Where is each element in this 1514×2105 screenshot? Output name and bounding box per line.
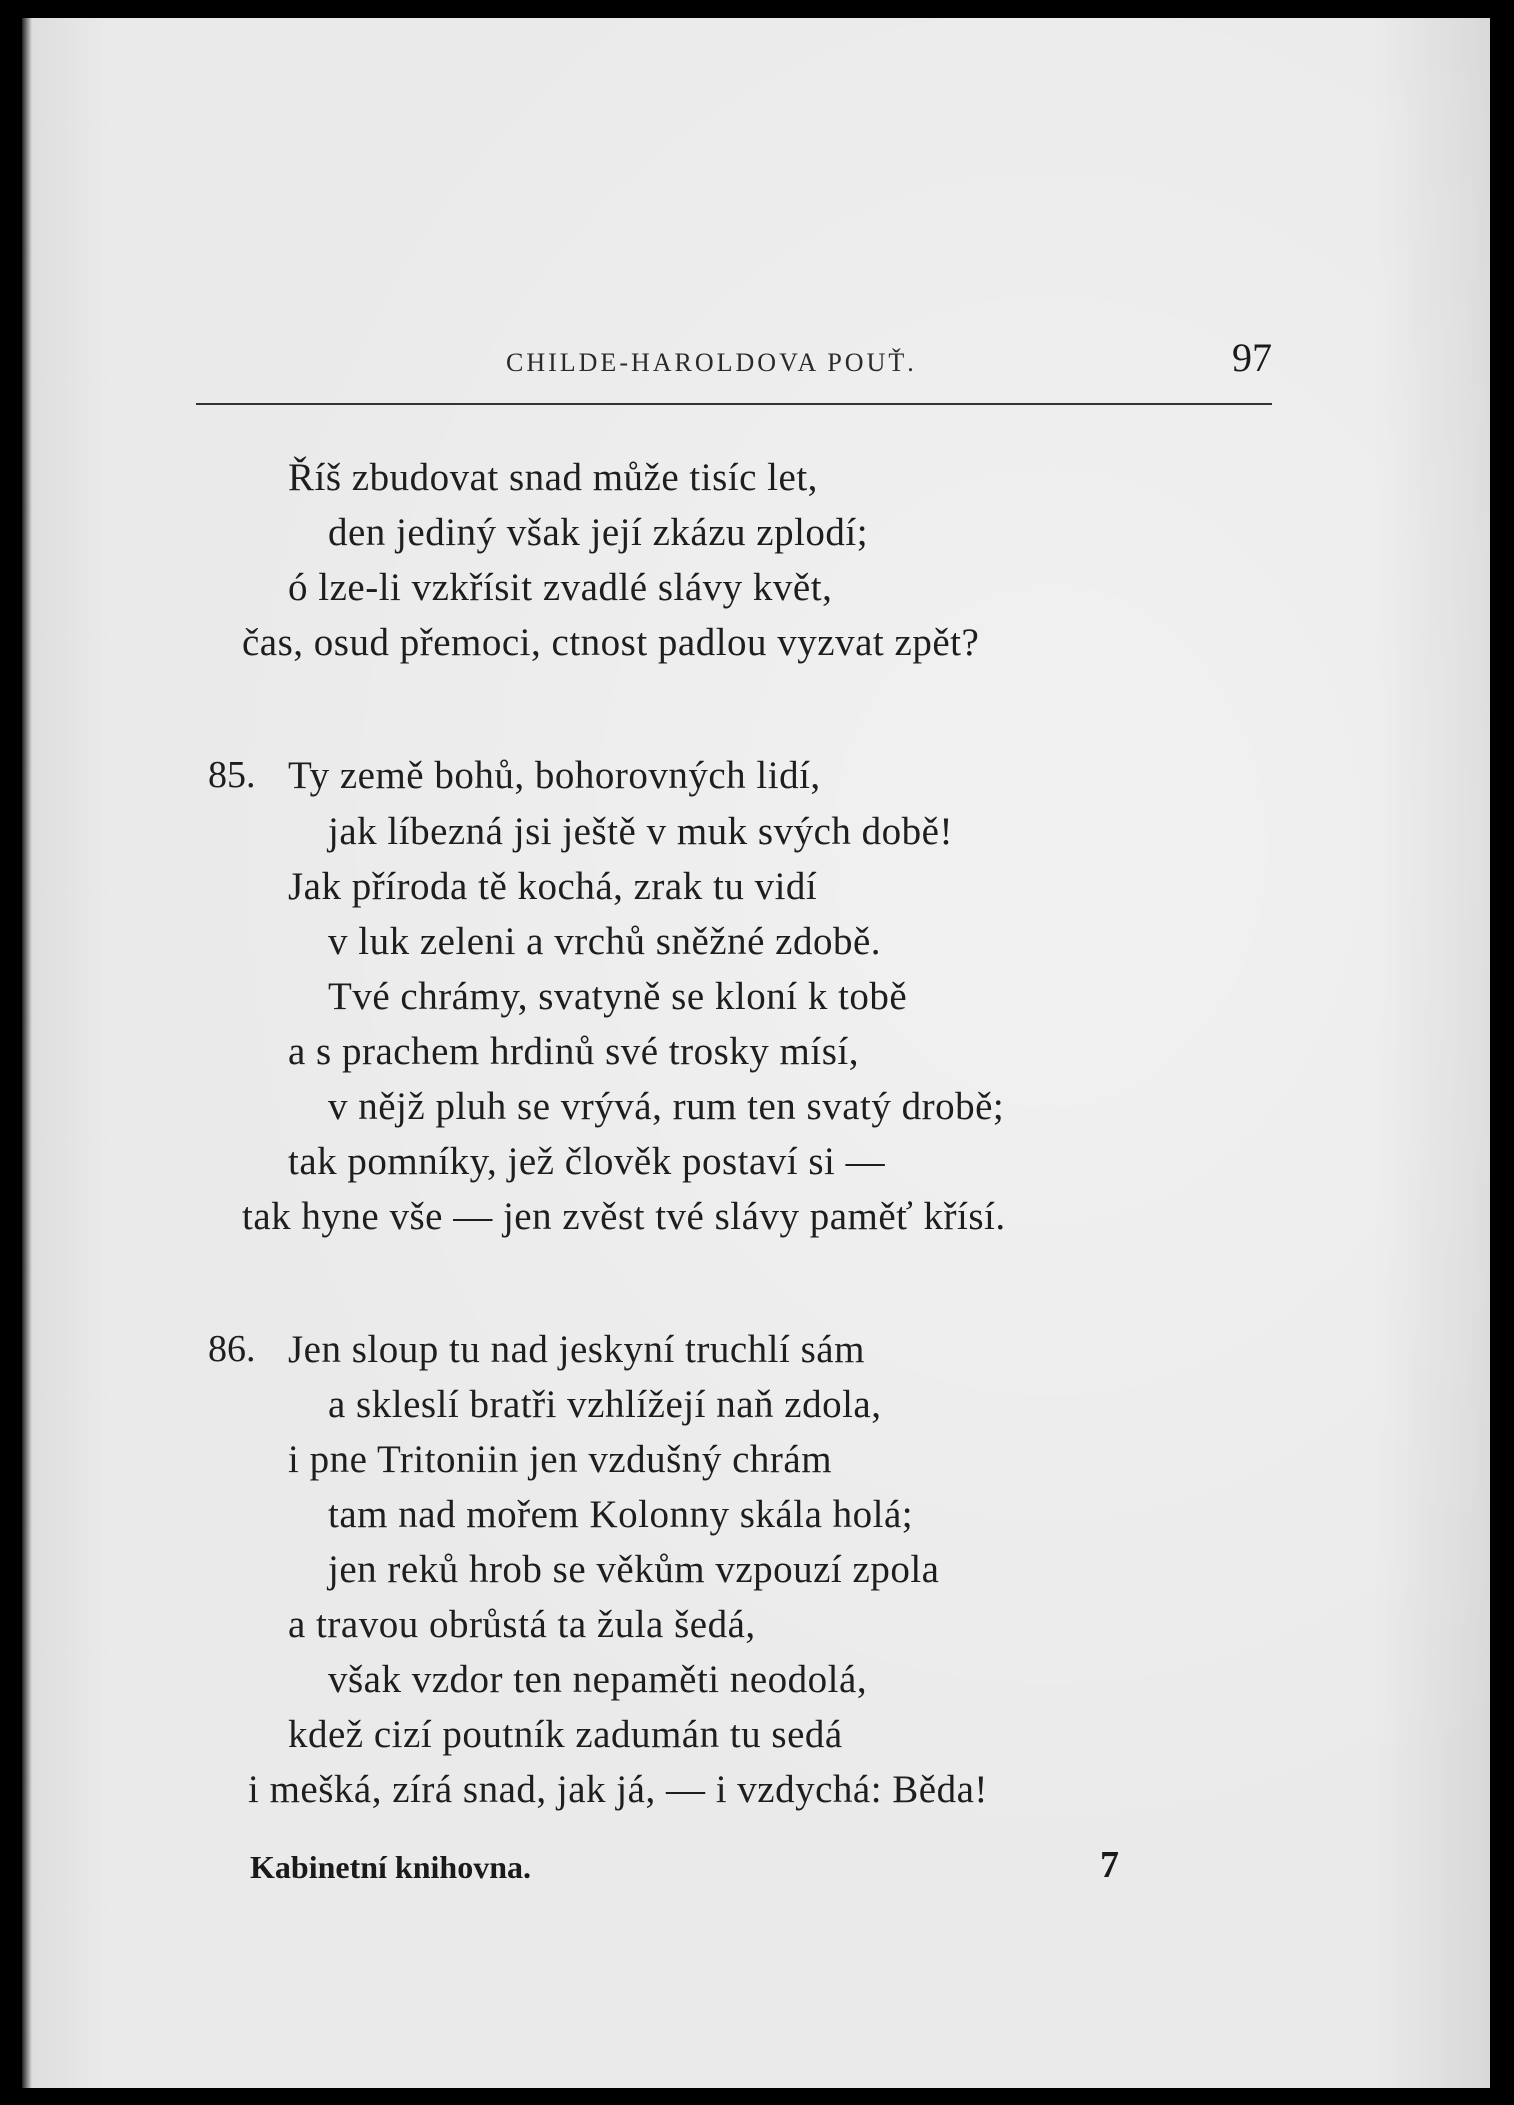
stanza-number: 86. xyxy=(208,1328,256,1370)
verse-line: Tvé chrámy, svatyně se kloní k tobě xyxy=(328,975,908,1018)
verse-line: Ty země bohů, bohorovných lidí, xyxy=(288,754,821,797)
verse-line: tak hyne vše — jen zvěst tvé slávy paměť křísí. xyxy=(242,1195,1006,1238)
verse-line: i pne Tritoniin jen vzdušný chrám xyxy=(288,1438,833,1481)
book-page xyxy=(22,18,1490,2088)
verse-line: kdež cizí poutník zadumán tu sedá xyxy=(288,1713,843,1756)
verse-line: však vzdor ten nepaměti neodolá, xyxy=(328,1658,868,1701)
verse-line: Říš zbudovat snad může tisíc let, xyxy=(288,456,818,499)
verse-line: jen reků hrob se věkům vzpouzí zpola xyxy=(328,1548,940,1591)
verse-line: Jak příroda tě kochá, zrak tu vidí xyxy=(288,865,818,908)
verse-line: čas, osud přemoci, ctnost padlou vyzvat zpět? xyxy=(242,621,980,664)
verse-line: i mešká, zírá snad, jak já, — i vzdychá: Běda! xyxy=(248,1768,988,1811)
stanza-number: 85. xyxy=(208,754,256,796)
running-title: CHILDE-HAROLDOVA POUŤ. xyxy=(506,348,917,377)
signature-mark: Kabinetní knihovna. xyxy=(250,1849,531,1885)
verse-line: v luk zeleni a vrchů sněžné zdobě. xyxy=(328,920,882,963)
sheet-number: 7 xyxy=(1100,1844,1119,1886)
verse-line: a skleslí bratři vzhlížejí naň zdola, xyxy=(328,1383,882,1426)
verse-line: Jen sloup tu nad jeskyní truchlí sám xyxy=(288,1328,865,1371)
verse-line: ó lze-li vzkřísit zvadlé slávy květ, xyxy=(288,566,833,609)
verse-line: jak líbezná jsi ještě v muk svých době! xyxy=(328,810,953,853)
verse-line: a travou obrůstá ta žula šedá, xyxy=(288,1603,756,1646)
header-rule xyxy=(196,403,1272,405)
verse-line: tam nad mořem Kolonny skála holá; xyxy=(328,1493,914,1536)
binding-shadow xyxy=(22,18,32,2088)
verse-line: v nějž pluh se vrývá, rum ten svatý drobě; xyxy=(328,1085,1005,1128)
page-header xyxy=(196,330,1272,390)
verse-line: tak pomníky, jež člověk postaví si — xyxy=(288,1140,886,1183)
page-number: 97 xyxy=(1232,335,1272,380)
verse-line: a s prachem hrdinů své trosky mísí, xyxy=(288,1030,859,1073)
verse-line: den jediný však její zkázu zplodí; xyxy=(328,511,869,554)
